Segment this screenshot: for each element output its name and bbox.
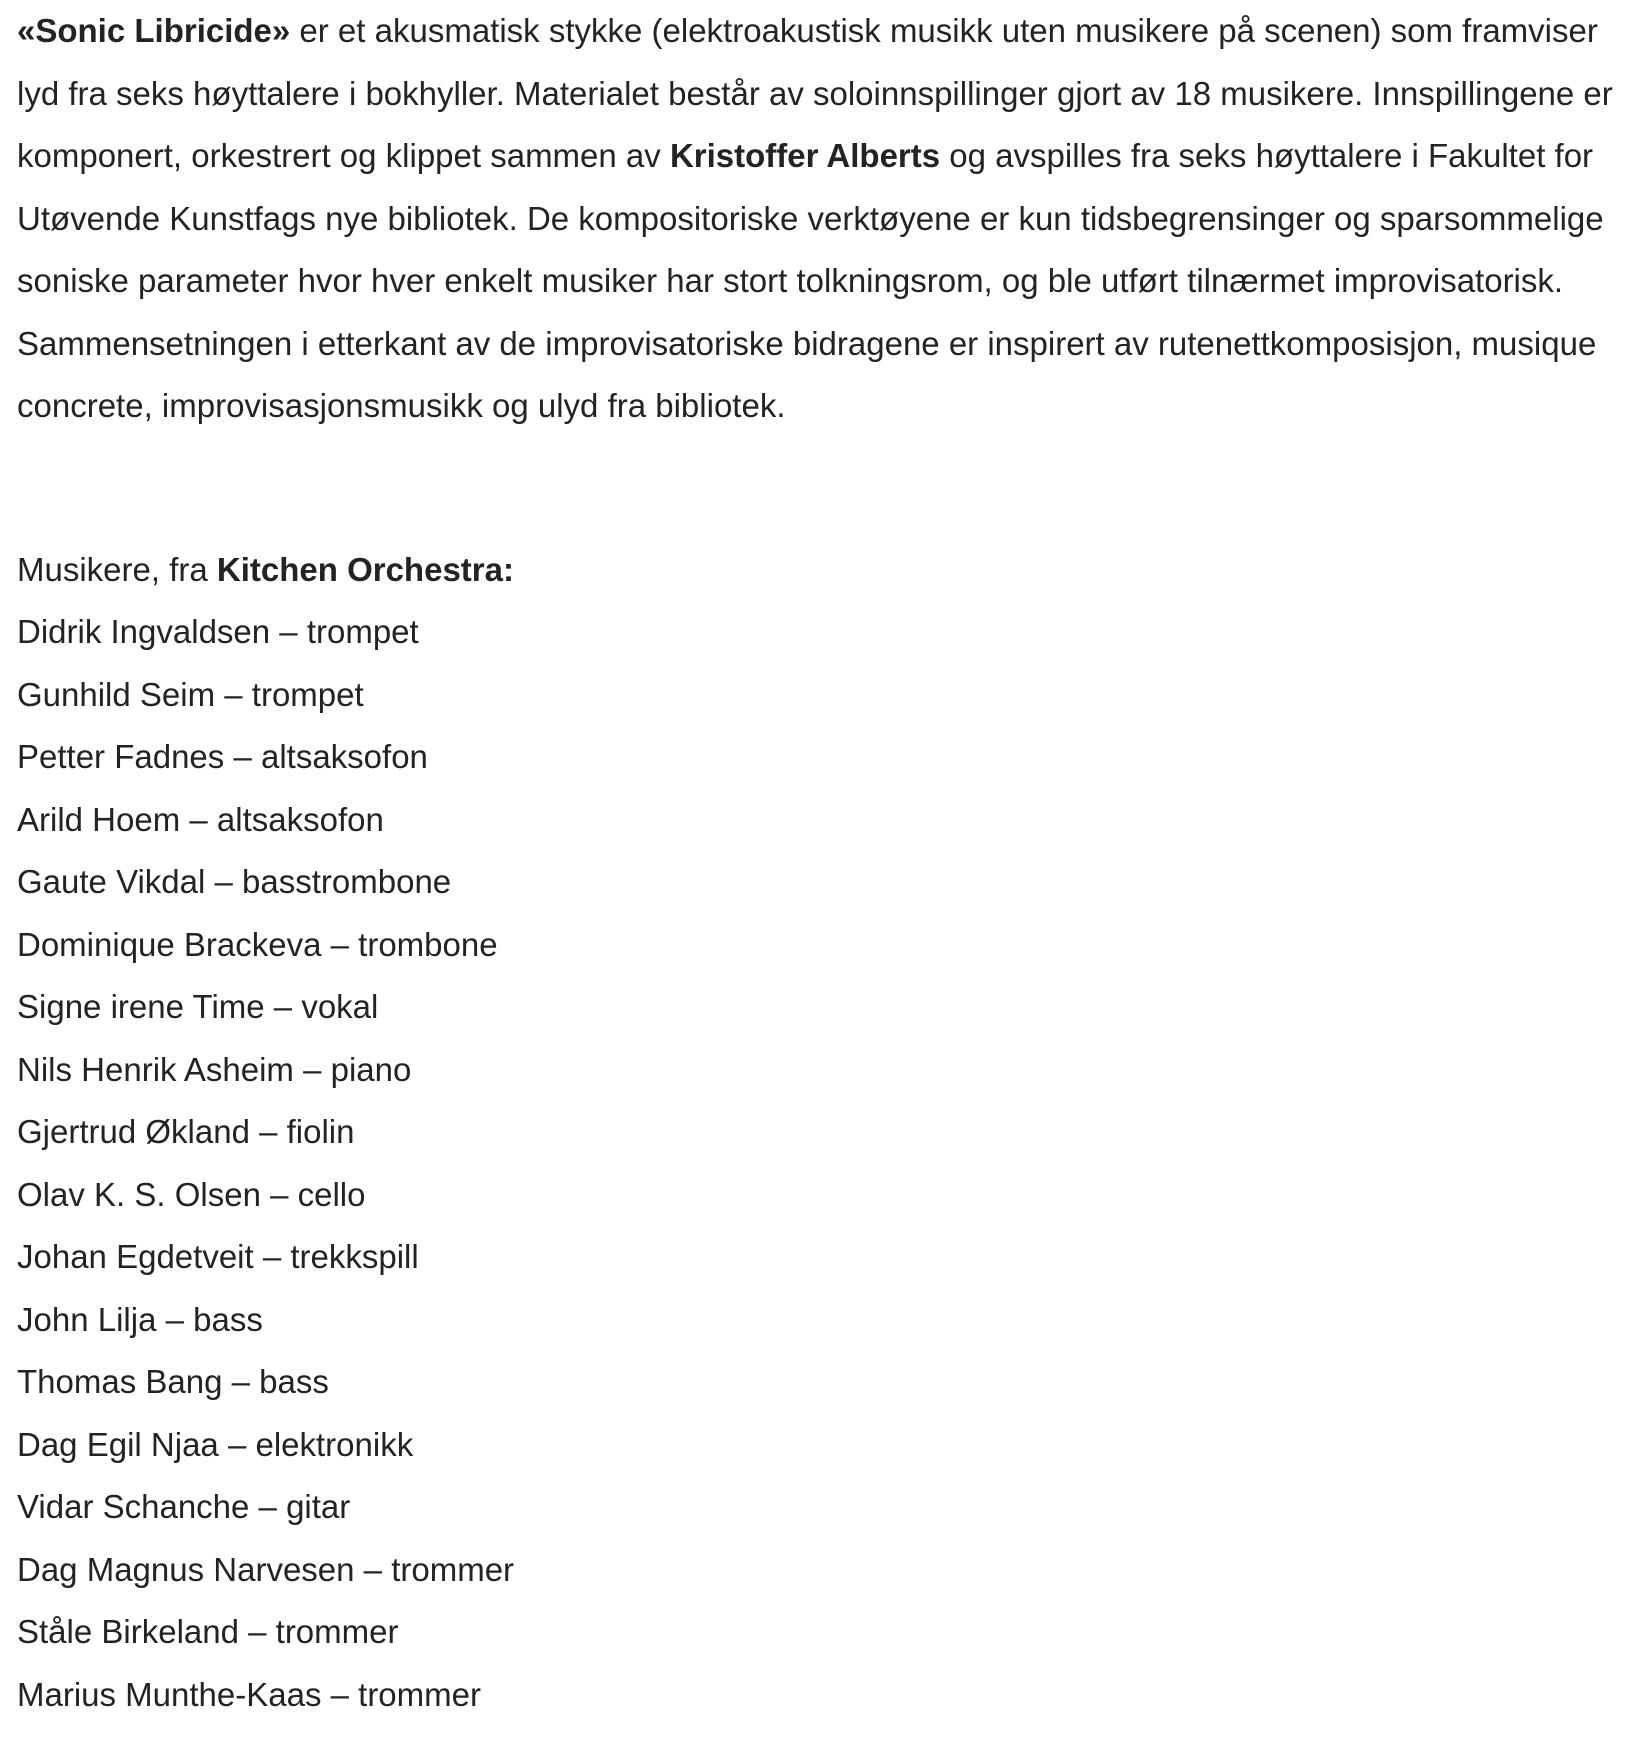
text-segment: soniske parameter hvor hver enkelt musiker har stort tolkningsrom, og ble utført tilnærmet improvisatorisk. <box>17 262 1564 299</box>
text-segment: lyd fra seks høyttalere i bokhyller. Materialet består av soloinnspillinger gjort av 18 musikere. Innspillingene er <box>17 74 1613 112</box>
musicians-header-prefix: Musikere, fra <box>17 550 217 588</box>
intro-line <box>17 250 1617 313</box>
musician-row: Arild Hoem – altsaksofon <box>17 800 384 838</box>
musician-row: Gaute Vikdal – basstrombone <box>17 863 452 900</box>
intro-line <box>17 375 1617 438</box>
musician-row: Dag Egil Njaa – elektronikk <box>17 1425 414 1463</box>
text-segment: Sammensetningen i etterkant av de improvisatoriske bidragene er inspirert av rutenettkomposisjon, musique <box>17 324 1597 362</box>
bold-text-segment: Kristoffer Alberts <box>669 137 941 174</box>
musician-row: Johan Egdetveit – trekkspill <box>17 1238 419 1275</box>
intro-line <box>17 313 1617 376</box>
musician-row: Gjertrud Økland – fiolin <box>17 1113 355 1150</box>
intro-line <box>17 125 1617 188</box>
intro-line <box>17 0 1617 63</box>
musician-row: Thomas Bang – bass <box>17 1363 329 1400</box>
musician-row: Nils Henrik Asheim – piano <box>17 1050 412 1088</box>
text-segment: og avspilles fra seks høyttalere i Fakultet for <box>940 137 1594 174</box>
musician-row: Gunhild Seim – trompet <box>17 675 364 713</box>
text-segment: komponert, orkestrert og klippet sammen av <box>17 137 670 174</box>
musician-row: John Lilja – bass <box>17 1300 263 1338</box>
musician-row: Vidar Schanche – gitar <box>17 1488 351 1525</box>
musicians-header <box>17 539 1617 602</box>
musicians-list <box>17 601 1617 1726</box>
musicians-header-orchestra-name: Kitchen Orchestra: <box>216 550 514 588</box>
musician-row: Petter Fadnes – altsaksofon <box>17 738 428 775</box>
musician-row: Dag Magnus Narvesen – trommer <box>17 1550 515 1588</box>
bold-text-segment: «Sonic Libricide» <box>17 12 291 49</box>
intro-line <box>17 63 1617 126</box>
musician-row: Olav K. S. Olsen – cello <box>17 1175 366 1213</box>
musicians-section <box>17 539 1617 1727</box>
musician-row: Didrik Ingvaldsen – trompet <box>17 613 419 650</box>
musician-row: Marius Munthe-Kaas – trommer <box>17 1675 481 1713</box>
text-segment: Utøvende Kunstfags nye bibliotek. De kompositoriske verktøyene er kun tidsbegrensinger og sparsommelige <box>17 199 1604 237</box>
text-segment: er et akusmatisk stykke (elektroakustisk musikk uten musikere på scenen) som framviser <box>290 12 1598 49</box>
intro-line <box>17 188 1617 251</box>
musician-row: Signe irene Time – vokal <box>17 988 379 1025</box>
intro-paragraph <box>17 0 1617 438</box>
text-segment: concrete, improvisasjonsmusikk og ulyd fra bibliotek. <box>17 387 786 424</box>
musician-row: Dominique Brackeva – trombone <box>17 925 498 963</box>
musician-row: Ståle Birkeland – trommer <box>17 1613 399 1650</box>
